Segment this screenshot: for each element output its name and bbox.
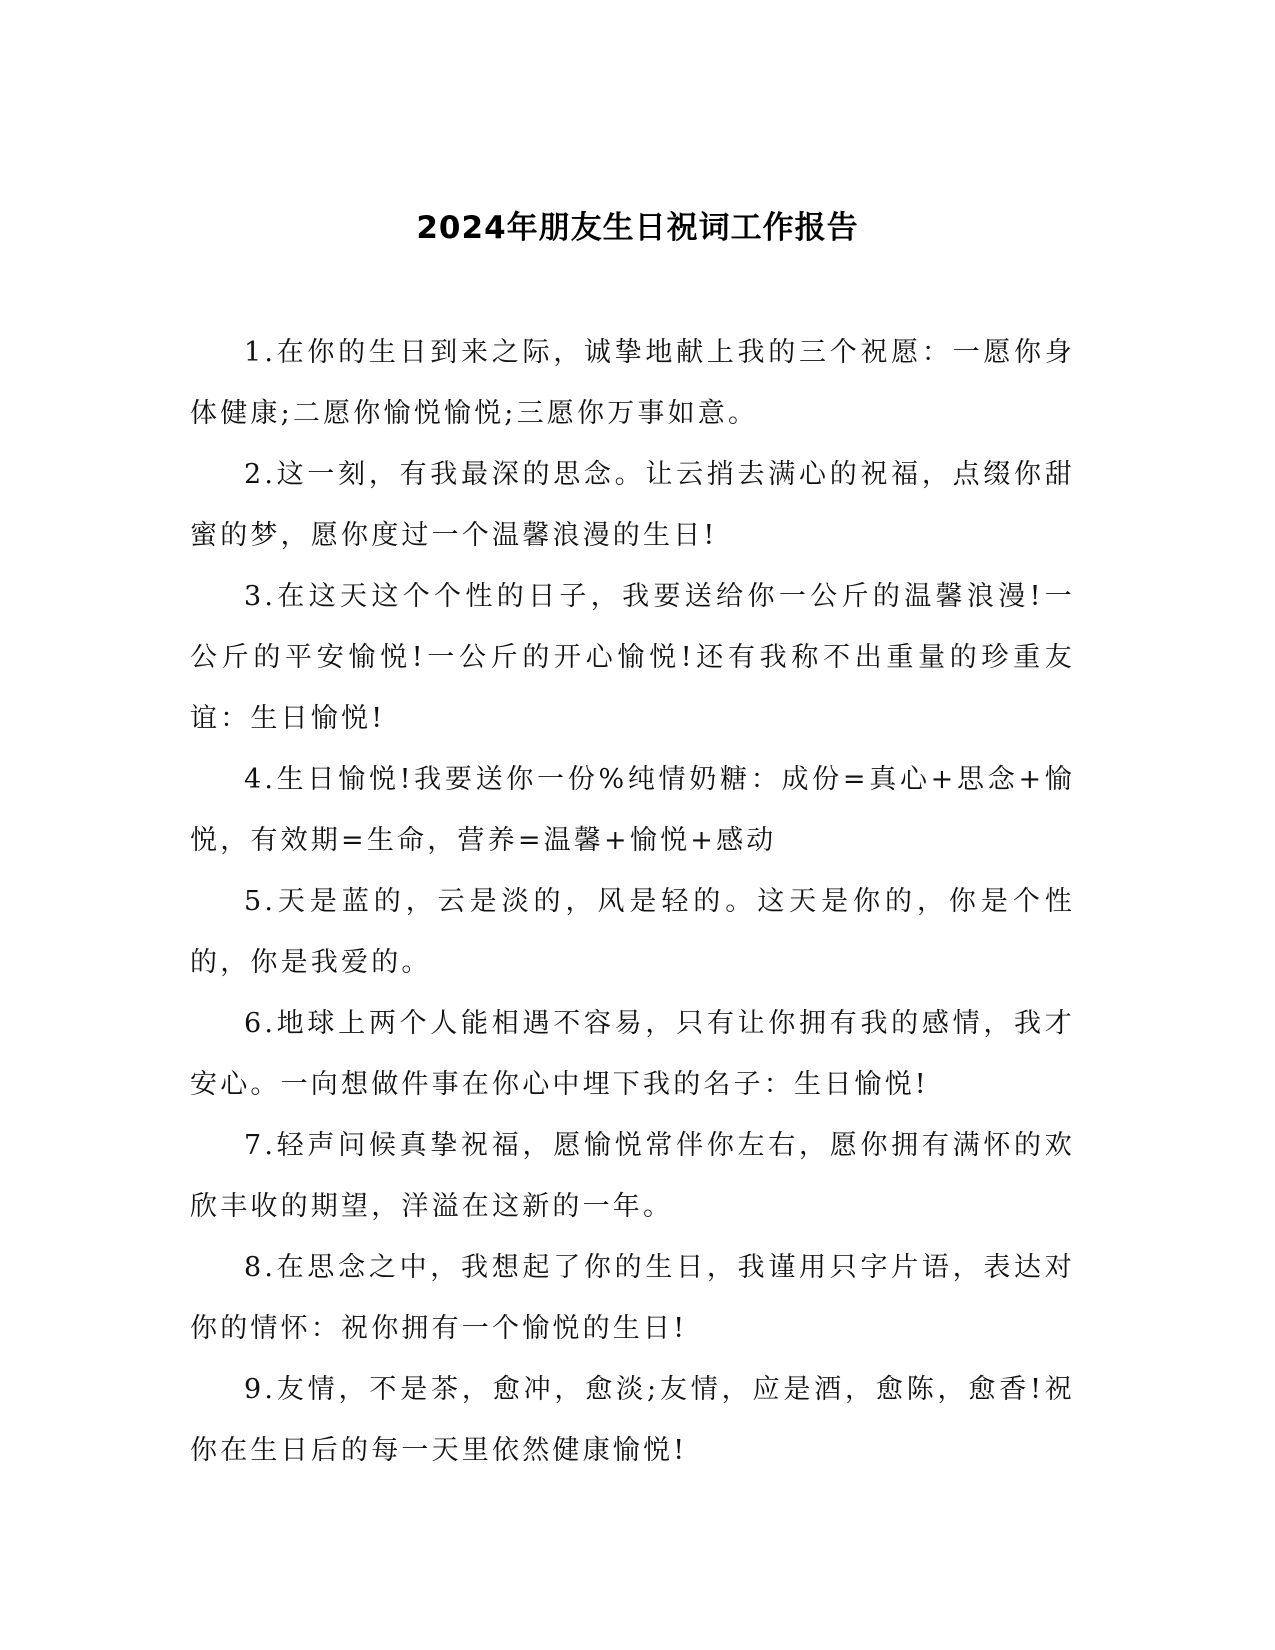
paragraph-1: 1.在你的生日到来之际，诚挚地献上我的三个祝愿：一愿你身体健康;二愿你愉悦愉悦;三愿你万事如意。: [190, 337, 1075, 429]
paragraph-4: 4.生日愉悦!我要送你一份%纯情奶糖：成份=真心+思念+愉悦，有效期=生命，营养=温馨+愉悦+感动: [190, 764, 1075, 856]
paragraph-6: 6.地球上两个人能相遇不容易，只有让你拥有我的感情，我才安心。一向想做件事在你心中埋下我的名子：生日愉悦!: [190, 1008, 1075, 1100]
document-title: 2024年朋友生日祝词工作报告: [416, 210, 859, 246]
paragraph-5: 5.天是蓝的，云是淡的，风是轻的。这天是你的，你是个性的，你是我爱的。: [190, 886, 1075, 978]
paragraph-2: 2.这一刻，有我最深的思念。让云捎去满心的祝福，点缀你甜蜜的梦，愿你度过一个温馨浪漫的生日!: [190, 459, 1075, 551]
paragraph-9: 9.友情，不是茶，愈冲，愈淡;友情，应是酒，愈陈，愈香!祝你在生日后的每一天里依然健康愉悦!: [190, 1374, 1075, 1466]
paragraph-3: 3.在这天这个个性的日子，我要送给你一公斤的温馨浪漫!一公斤的平安愉悦!一公斤的开心愉悦!还有我称不出重量的珍重友谊：生日愉悦!: [190, 581, 1075, 734]
paragraph-7: 7.轻声问候真挚祝福，愿愉悦常伴你左右，愿你拥有满怀的欢欣丰收的期望，洋溢在这新的一年。: [190, 1130, 1075, 1222]
paragraph-8: 8.在思念之中，我想起了你的生日，我谨用只字片语，表达对你的情怀：祝你拥有一个愉悦的生日!: [190, 1252, 1075, 1344]
document-body: [190, 322, 1075, 1481]
